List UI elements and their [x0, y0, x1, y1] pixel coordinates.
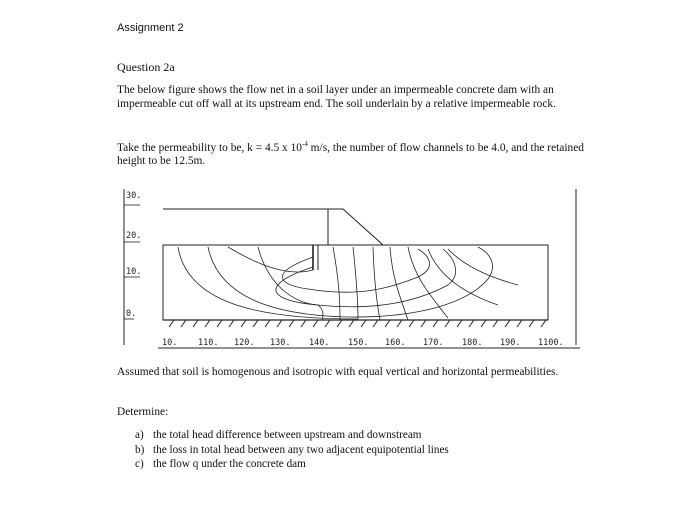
- x-label-5: 150.: [348, 338, 369, 348]
- x-label-4: 140.: [309, 338, 330, 348]
- task-list: [135, 428, 449, 472]
- document-header: Assignment 2: [117, 22, 184, 34]
- flow-net-drawing: [118, 185, 588, 350]
- x-label-2: 120.: [234, 338, 255, 348]
- task-item: [135, 457, 449, 472]
- flow-net-figure: [118, 185, 588, 350]
- task-text: the flow q under the concrete dam: [153, 458, 306, 471]
- y-label-10: 10.: [126, 267, 142, 277]
- question-title: Question 2a: [117, 60, 175, 74]
- x-label-1: 110.: [198, 338, 219, 348]
- task-tag: a): [135, 429, 144, 441]
- x-label-8: 180.: [462, 338, 483, 348]
- question-intro: The below figure shows the flow net in a soil layer under an impermeable concrete dam with an impermeable cut off wall at its upstream end. The soil underlain by a relative impermeable rock.: [117, 84, 556, 110]
- given-prefix: Take the permeability to be, k = 4.5 x 10: [117, 141, 302, 154]
- y-label-20: 20.: [126, 231, 142, 241]
- assumption-text: Assumed that soil is homogenous and isotropic with equal vertical and horizontal permeabilities.: [117, 366, 559, 378]
- x-label-3: 130.: [270, 338, 291, 348]
- task-item: [135, 443, 449, 458]
- task-item: [135, 428, 449, 443]
- x-label-9: 190.: [500, 338, 521, 348]
- task-text: the loss in total head between any two adjacent equipotential lines: [153, 443, 449, 456]
- x-label-6: 160.: [385, 338, 406, 348]
- x-label-7: 170.: [423, 338, 444, 348]
- task-text: the total head difference between upstream and downstream: [153, 429, 422, 441]
- x-label-0: 10.: [162, 338, 178, 348]
- task-tag: c): [135, 458, 144, 471]
- given-parameters: [117, 138, 587, 169]
- task-tag: b): [135, 443, 145, 456]
- y-label-0: 0.: [126, 309, 137, 319]
- x-label-10: 1100.: [538, 338, 564, 348]
- determine-label: Determine:: [117, 406, 169, 418]
- given-suffix: m/s, the number of flow channels to be 4.0, and the retained height to be 12.5m.: [117, 141, 584, 168]
- y-label-30: 30.: [126, 191, 142, 201]
- given-exponent: -4: [301, 140, 308, 148]
